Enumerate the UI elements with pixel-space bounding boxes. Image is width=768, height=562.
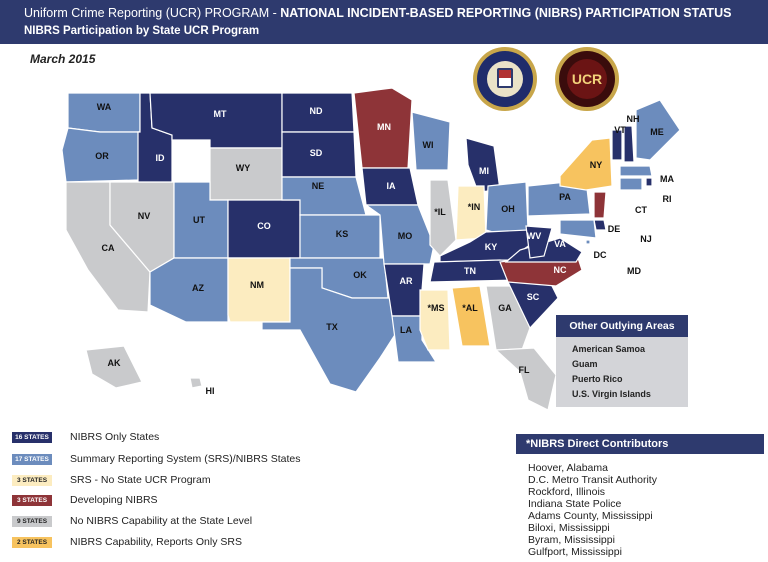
direct-contributor-item: Byram, Mississippi: [528, 534, 615, 546]
direct-contributor-item: Hoover, Alabama: [528, 462, 608, 474]
legend-label: NIBRS Capability, Reports Only SRS: [70, 536, 242, 548]
state-label-al: *AL: [462, 303, 478, 313]
state-md: [560, 220, 596, 238]
outlying-areas-title: Other Outlying Areas: [556, 315, 688, 337]
ucr-seal-icon: [554, 46, 620, 112]
state-label-co: CO: [257, 221, 271, 231]
state-label-pa: PA: [559, 192, 571, 202]
state-label-oh: OH: [501, 204, 515, 214]
legend-label: No NIBRS Capability at the State Level: [70, 515, 253, 527]
state-label-ga: GA: [498, 303, 512, 313]
state-nj: [594, 192, 606, 218]
state-fl: [496, 348, 556, 410]
outlying-area-item: Puerto Rico: [572, 374, 623, 384]
state-il: [430, 180, 456, 256]
direct-contributor-item: Rockford, Illinois: [528, 486, 606, 498]
state-label-ms: *MS: [427, 303, 445, 313]
state-label-ak: AK: [107, 358, 121, 368]
state-label-ky: KY: [484, 242, 498, 252]
state-ny: [560, 138, 612, 190]
outlying-area-item: U.S. Virgin Islands: [572, 389, 651, 399]
state-al: [452, 286, 490, 346]
state-de: [594, 220, 606, 230]
page-title: Uniform Crime Reporting (UCR) PROGRAM - NATIONAL INCIDENT-BASED REPORTING (NIBRS) PARTICIPATION STATUS: [24, 6, 732, 20]
state-label-ks: KS: [335, 229, 349, 239]
legend-label: Summary Reporting System (SRS)/NIBRS States: [70, 453, 301, 465]
state-label-tn: TN: [464, 266, 476, 276]
state-label-az: AZ: [192, 283, 204, 293]
state-label-mo: MO: [397, 231, 413, 241]
legend-badge: 2 STATES: [12, 537, 52, 548]
state-mi: [466, 138, 500, 192]
report-date: March 2015: [30, 52, 96, 66]
state-label-nc: NC: [553, 265, 567, 275]
legend-badge: 3 STATES: [12, 495, 52, 506]
state-label-md: MD: [627, 266, 641, 276]
state-label-wa: WA: [96, 102, 112, 112]
state-label-nh: NH: [626, 114, 640, 124]
state-label-in: *IN: [467, 202, 481, 212]
state-label-or: OR: [95, 151, 109, 161]
state-wa: [68, 93, 140, 132]
legend-label: SRS - No State UCR Program: [70, 474, 211, 486]
state-label-de: DE: [607, 224, 621, 234]
state-nm: [228, 258, 290, 322]
page-subtitle: NIBRS Participation by State UCR Program: [24, 25, 260, 37]
state-label-ok: OK: [353, 270, 367, 280]
legend-label: NIBRS Only States: [70, 431, 160, 443]
state-az: [150, 258, 228, 322]
direct-contributors-title: *NIBRS Direct Contributors: [516, 434, 764, 454]
state-ct: [620, 178, 642, 190]
state-label-ia: IA: [386, 181, 396, 191]
state-label-ri: RI: [662, 194, 672, 204]
state-hi: [190, 378, 202, 388]
state-label-id: ID: [155, 153, 165, 163]
state-label-nd: ND: [309, 106, 323, 116]
legend-badge: 3 STATES: [12, 475, 52, 486]
fbi-seal-icon: [472, 46, 538, 112]
direct-contributor-item: Gulfport, Mississippi: [528, 546, 622, 558]
direct-contributor-item: Adams County, Mississippi: [528, 510, 653, 522]
legend-badge: 17 STATES: [12, 454, 52, 465]
state-label-tx: TX: [326, 322, 338, 332]
state-label-ct: CT: [635, 205, 647, 215]
state-label-ma: MA: [660, 174, 674, 184]
state-label-ny: NY: [589, 160, 603, 170]
state-in: [456, 186, 486, 240]
state-wy: [210, 148, 282, 200]
state-label-sd: SD: [309, 148, 323, 158]
state-label-fl: FL: [518, 365, 530, 375]
state-label-mt: MT: [213, 109, 227, 119]
state-dc: [586, 240, 590, 244]
ucr-seal-text: UCR: [571, 71, 603, 87]
state-label-ne: NE: [311, 181, 325, 191]
state-label-ca: CA: [101, 243, 115, 253]
state-label-ut: UT: [193, 215, 205, 225]
state-label-va: VA: [554, 239, 566, 249]
state-label-nj: NJ: [640, 234, 652, 244]
state-label-wv: WV: [526, 231, 542, 241]
state-label-mn: MN: [377, 122, 391, 132]
state-label-mi: MI: [479, 166, 489, 176]
state-label-vt: VT: [614, 125, 626, 135]
legend-label: Developing NIBRS: [70, 494, 158, 506]
direct-contributor-item: Biloxi, Mississippi: [528, 522, 610, 534]
state-label-nv: NV: [137, 211, 151, 221]
state-ms: [420, 290, 450, 350]
outlying-area-item: Guam: [572, 359, 598, 369]
state-label-sc: SC: [526, 292, 540, 302]
state-label-ar: AR: [399, 276, 413, 286]
state-label-me: ME: [650, 127, 664, 137]
state-ri: [646, 178, 652, 186]
state-label-wi: WI: [422, 140, 434, 150]
state-label-dc: DC: [593, 250, 607, 260]
legend-badge: 9 STATES: [12, 516, 52, 527]
state-label-nm: NM: [250, 280, 264, 290]
state-label-wy: WY: [235, 163, 251, 173]
legend-badge: 16 STATES: [12, 432, 52, 443]
state-label-il: *IL: [434, 207, 446, 217]
state-label-la: LA: [400, 325, 412, 335]
state-ma: [620, 166, 652, 176]
direct-contributor-item: D.C. Metro Transit Authority: [528, 474, 657, 486]
outlying-area-item: American Samoa: [572, 344, 646, 354]
outlying-areas-box: [556, 315, 688, 407]
direct-contributor-item: Indiana State Police: [528, 498, 622, 510]
state-label-hi: HI: [205, 386, 215, 396]
